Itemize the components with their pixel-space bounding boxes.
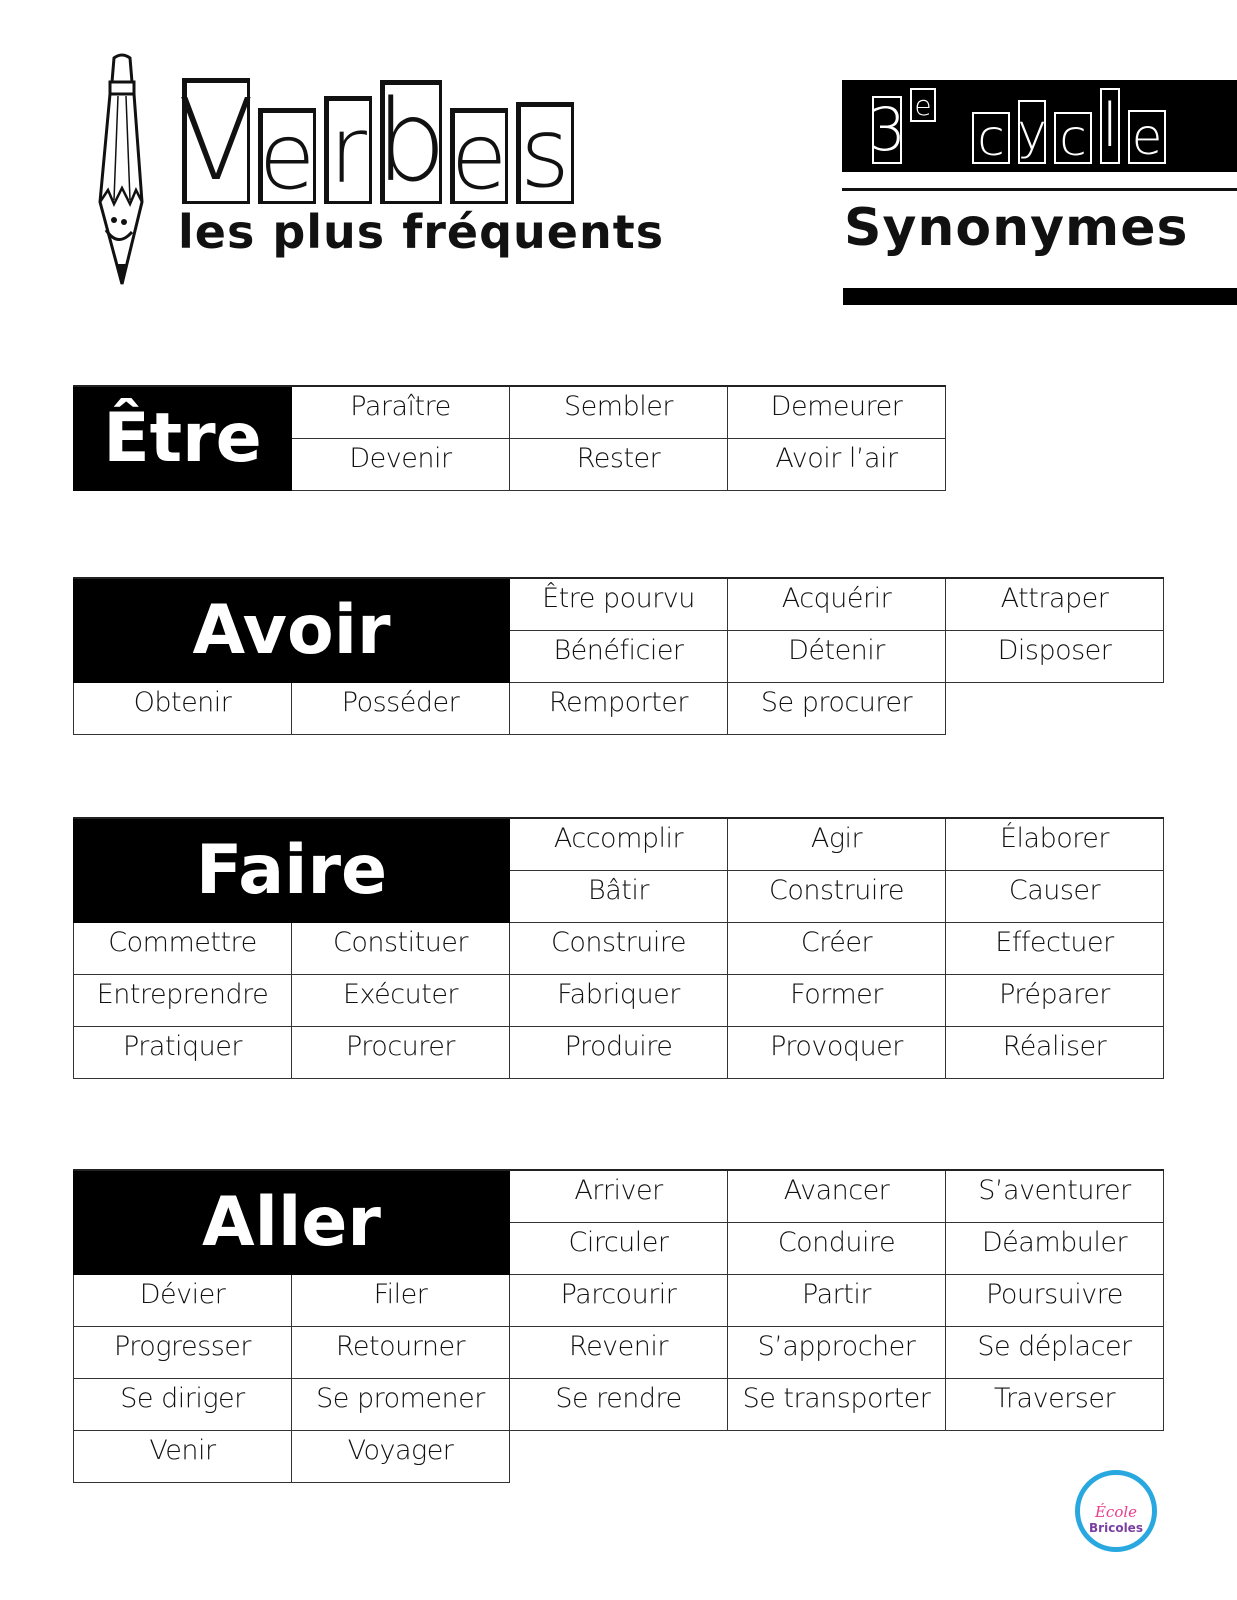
synonym-cell: Se transporter [728,1378,946,1430]
synonym-cell: Rester [510,438,728,490]
synonym-cell: Réaliser [946,1026,1164,1078]
synonym-cell: Filer [292,1274,510,1326]
synonym-cell: Voyager [292,1430,510,1482]
section-title: Synonymes [844,198,1189,258]
logo-text: École [1094,1503,1138,1521]
title-letter: r [324,96,372,204]
level-letter: c [1054,112,1092,164]
synonym-cell: Détenir [728,630,946,682]
synonym-cell: Se diriger [74,1378,292,1430]
level-superscript: e [910,88,936,122]
pencil-mascot-icon [92,52,152,292]
synonym-cell: Constituer [292,922,510,974]
synonym-cell: Partir [728,1274,946,1326]
synonym-cell: Progresser [74,1326,292,1378]
synonym-table-etre [73,385,946,491]
level-letter: e [1128,110,1166,164]
synonym-cell: Poursuivre [946,1274,1164,1326]
synonym-cell: Procurer [292,1026,510,1078]
synonym-cell: Causer [946,870,1164,922]
level-letter: l [1100,88,1120,164]
brand-logo [1075,1470,1157,1552]
synonym-cell: Bénéficier [510,630,728,682]
level-banner [842,80,1237,172]
synonym-cell: Construire [728,870,946,922]
synonym-table-aller [73,1169,1164,1483]
synonym-cell: Dévier [74,1274,292,1326]
title-letter: b [375,77,447,207]
synonym-cell: Demeurer [728,386,946,438]
page-title [177,74,574,210]
logo-text: Bricoles [1089,1521,1143,1535]
synonym-cell: Conduire [728,1222,946,1274]
synonym-cell: Provoquer [728,1026,946,1078]
synonym-cell: Acquérir [728,578,946,630]
empty-cell [728,1430,946,1482]
synonym-cell: Traverser [946,1378,1164,1430]
synonym-cell: Bâtir [510,870,728,922]
verb-heading: Aller [74,1170,510,1274]
synonym-cell: S’approcher [728,1326,946,1378]
synonym-cell: Disposer [946,630,1164,682]
synonym-cell: Entreprendre [74,974,292,1026]
synonym-cell: Former [728,974,946,1026]
synonym-cell: S’aventurer [946,1170,1164,1222]
synonym-cell: Obtenir [74,682,292,734]
empty-cell [946,682,1164,734]
synonym-cell: Accomplir [510,818,728,870]
synonym-cell: Se déplacer [946,1326,1164,1378]
synonym-cell: Agir [728,818,946,870]
synonym-cell: Exécuter [292,974,510,1026]
synonym-cell: Remporter [510,682,728,734]
synonym-cell: Élaborer [946,818,1164,870]
empty-cell [510,1430,728,1482]
synonym-cell: Produire [510,1026,728,1078]
synonym-cell: Se rendre [510,1378,728,1430]
verb-heading: Avoir [74,578,510,682]
title-letter: s [516,102,574,204]
synonym-cell: Déambuler [946,1222,1164,1274]
synonym-cell: Circuler [510,1222,728,1274]
synonym-cell: Être pourvu [510,578,728,630]
synonym-cell: Attraper [946,578,1164,630]
synonym-cell: Paraître [292,386,510,438]
title-letter: e [258,102,316,210]
synonym-cell: Commettre [74,922,292,974]
synonym-cell: Se promener [292,1378,510,1430]
synonym-cell: Se procurer [728,682,946,734]
synonym-cell: Construire [510,922,728,974]
synonym-cell: Pratiquer [74,1026,292,1078]
level-letter: y [1018,100,1046,164]
title-letter: V [177,76,255,206]
synonym-cell: Avancer [728,1170,946,1222]
synonym-cell: Venir [74,1430,292,1482]
page-subtitle: les plus fréquents [178,205,665,259]
synonym-cell: Devenir [292,438,510,490]
synonym-cell: Effectuer [946,922,1164,974]
synonym-cell: Sembler [510,386,728,438]
synonym-cell: Créer [728,922,946,974]
synonym-cell: Posséder [292,682,510,734]
synonym-cell: Parcourir [510,1274,728,1326]
synonym-cell: Arriver [510,1170,728,1222]
verb-heading: Être [74,386,292,490]
synonym-table-avoir [73,577,1164,735]
title-letter: e [450,102,508,210]
level-number: 3 [867,95,907,165]
level-letter: c [972,112,1010,164]
divider [843,288,1237,305]
synonym-cell: Retourner [292,1326,510,1378]
synonym-table-faire [73,817,1164,1079]
divider [842,188,1237,191]
synonym-cell: Revenir [510,1326,728,1378]
synonym-cell: Fabriquer [510,974,728,1026]
verb-heading: Faire [74,818,510,922]
synonym-cell: Avoir l’air [728,438,946,490]
synonym-cell: Préparer [946,974,1164,1026]
